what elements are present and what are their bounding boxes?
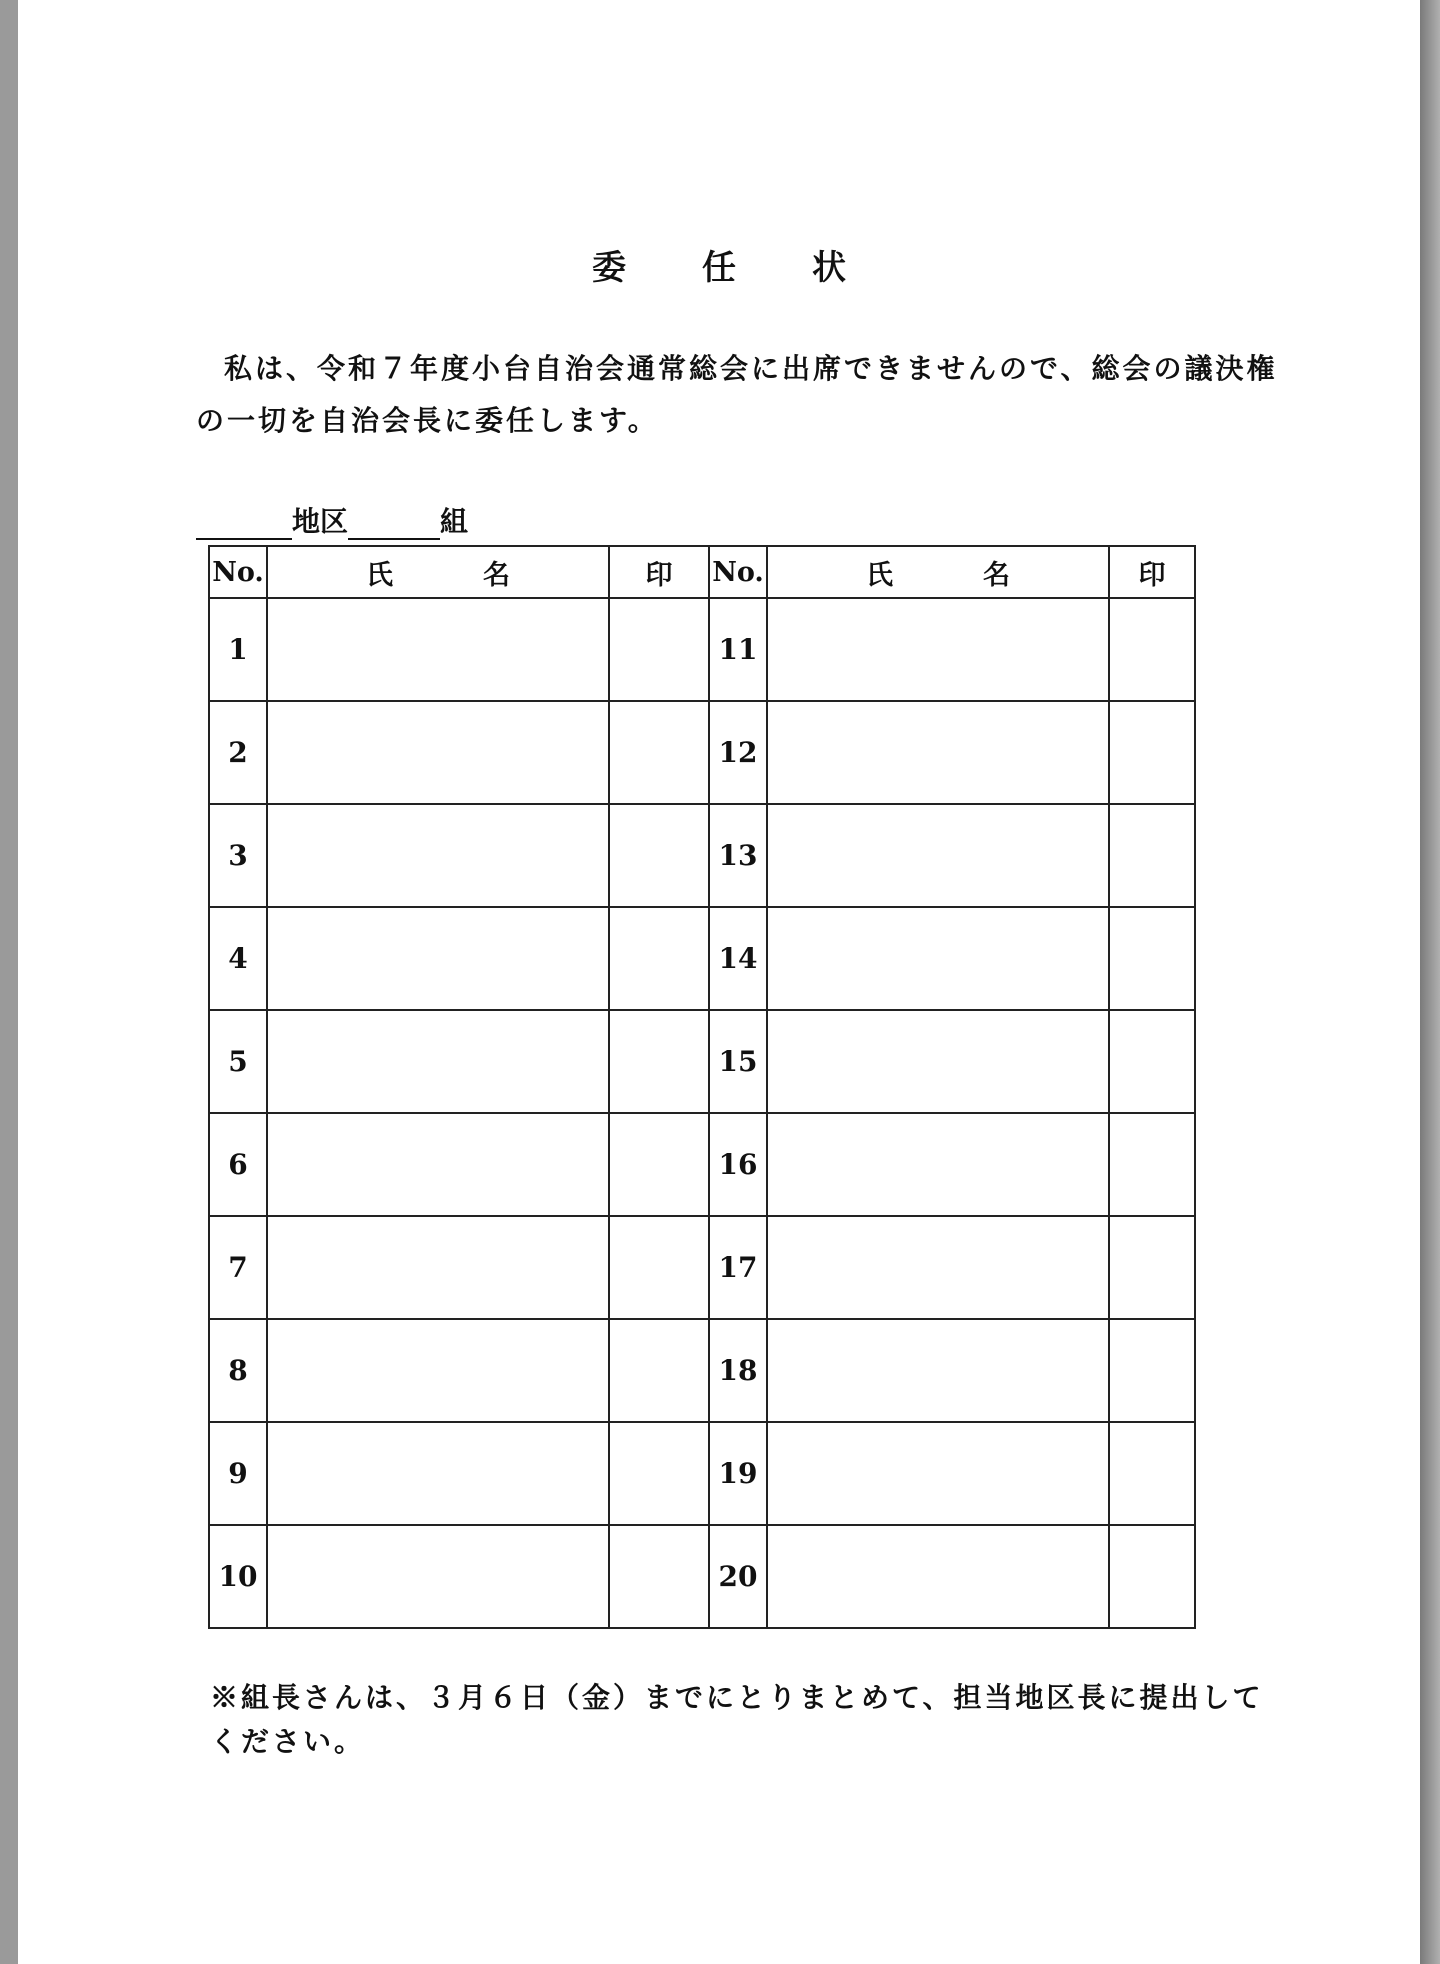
name-cell-right[interactable] [767, 1216, 1109, 1319]
header-name-char: 氏 [866, 559, 893, 591]
name-cell-left[interactable] [267, 1319, 609, 1422]
row-number-right: 14 [709, 907, 767, 1010]
name-cell-left[interactable] [267, 1010, 609, 1113]
header-no: No. [209, 546, 267, 598]
header-no: No. [709, 546, 767, 598]
table-row [209, 1525, 1195, 1628]
header-name [767, 546, 1109, 598]
name-cell-right[interactable] [767, 1422, 1109, 1525]
seal-cell-right[interactable] [1109, 1525, 1195, 1628]
row-number-left: 4 [209, 907, 267, 1010]
name-cell-right[interactable] [767, 1525, 1109, 1628]
table-row [209, 598, 1195, 701]
row-number-left: 8 [209, 1319, 267, 1422]
name-cell-right[interactable] [767, 804, 1109, 907]
row-number-right: 17 [709, 1216, 767, 1319]
seal-cell-left[interactable] [609, 701, 709, 804]
seal-cell-right[interactable] [1109, 1422, 1195, 1525]
seal-cell-left[interactable] [609, 1216, 709, 1319]
header-name-char: 氏 [366, 559, 393, 591]
seal-cell-right[interactable] [1109, 1010, 1195, 1113]
name-cell-right[interactable] [767, 907, 1109, 1010]
delegation-statement: 私は、令和７年度小台自治会通常総会に出席できませんので、総会の議決権の一切を自治会長に委任します。 [196, 352, 1278, 437]
seal-cell-right[interactable] [1109, 598, 1195, 701]
seal-cell-left[interactable] [609, 1010, 709, 1113]
name-cell-left[interactable] [267, 907, 609, 1010]
row-number-right: 13 [709, 804, 767, 907]
name-cell-left[interactable] [267, 1525, 609, 1628]
seal-cell-left[interactable] [609, 1525, 709, 1628]
roster-body [209, 598, 1195, 1628]
table-row [209, 1010, 1195, 1113]
header-seal: 印 [609, 546, 709, 598]
seal-cell-right[interactable] [1109, 701, 1195, 804]
district-label: 地区 [292, 505, 349, 538]
seal-cell-right[interactable] [1109, 1319, 1195, 1422]
table-header-row [209, 546, 1195, 598]
title-char: 状 [812, 248, 846, 288]
seal-cell-left[interactable] [609, 1422, 709, 1525]
row-number-right: 20 [709, 1525, 767, 1628]
seal-cell-left[interactable] [609, 1113, 709, 1216]
table-row [209, 804, 1195, 907]
document-page [18, 0, 1420, 1964]
header-name [267, 546, 609, 598]
seal-cell-left[interactable] [609, 804, 709, 907]
table-row [209, 1319, 1195, 1422]
table-row [209, 1216, 1195, 1319]
header-name-char: 名 [983, 559, 1010, 591]
name-cell-left[interactable] [267, 1422, 609, 1525]
title-char: 任 [702, 248, 736, 288]
row-number-left: 5 [209, 1010, 267, 1113]
group-blank[interactable] [348, 510, 440, 540]
row-number-left: 3 [209, 804, 267, 907]
header-name-char: 名 [483, 559, 510, 591]
row-number-left: 10 [209, 1525, 267, 1628]
row-number-right: 16 [709, 1113, 767, 1216]
group-label: 組 [440, 505, 469, 538]
seal-cell-right[interactable] [1109, 1216, 1195, 1319]
name-cell-left[interactable] [267, 598, 609, 701]
name-cell-left[interactable] [267, 1216, 609, 1319]
document-title [18, 240, 1420, 289]
table-row [209, 1422, 1195, 1525]
name-cell-left[interactable] [267, 1113, 609, 1216]
name-cell-right[interactable] [767, 1319, 1109, 1422]
page-edge-shadow [1420, 0, 1440, 1964]
row-number-right: 19 [709, 1422, 767, 1525]
title-char: 委 [592, 248, 626, 288]
row-number-left: 2 [209, 701, 267, 804]
seal-cell-right[interactable] [1109, 804, 1195, 907]
name-cell-right[interactable] [767, 1113, 1109, 1216]
submission-note: ※組長さんは、３月６日（金）までにとりまとめて、担当地区長に提出してください。 [210, 1681, 1264, 1758]
roster-table [208, 545, 1196, 1629]
seal-cell-left[interactable] [609, 907, 709, 1010]
name-cell-left[interactable] [267, 804, 609, 907]
row-number-right: 18 [709, 1319, 767, 1422]
name-cell-right[interactable] [767, 598, 1109, 701]
table-row [209, 1113, 1195, 1216]
table-row [209, 907, 1195, 1010]
name-cell-right[interactable] [767, 1010, 1109, 1113]
row-number-right: 11 [709, 598, 767, 701]
name-cell-left[interactable] [267, 701, 609, 804]
header-seal: 印 [1109, 546, 1195, 598]
row-number-left: 6 [209, 1113, 267, 1216]
district-blank[interactable] [196, 510, 292, 540]
district-group-line [196, 500, 468, 540]
row-number-left: 9 [209, 1422, 267, 1525]
row-number-left: 7 [209, 1216, 267, 1319]
row-number-left: 1 [209, 598, 267, 701]
row-number-right: 12 [709, 701, 767, 804]
seal-cell-left[interactable] [609, 1319, 709, 1422]
table-row [209, 701, 1195, 804]
seal-cell-right[interactable] [1109, 907, 1195, 1010]
seal-cell-left[interactable] [609, 598, 709, 701]
seal-cell-right[interactable] [1109, 1113, 1195, 1216]
row-number-right: 15 [709, 1010, 767, 1113]
name-cell-right[interactable] [767, 701, 1109, 804]
